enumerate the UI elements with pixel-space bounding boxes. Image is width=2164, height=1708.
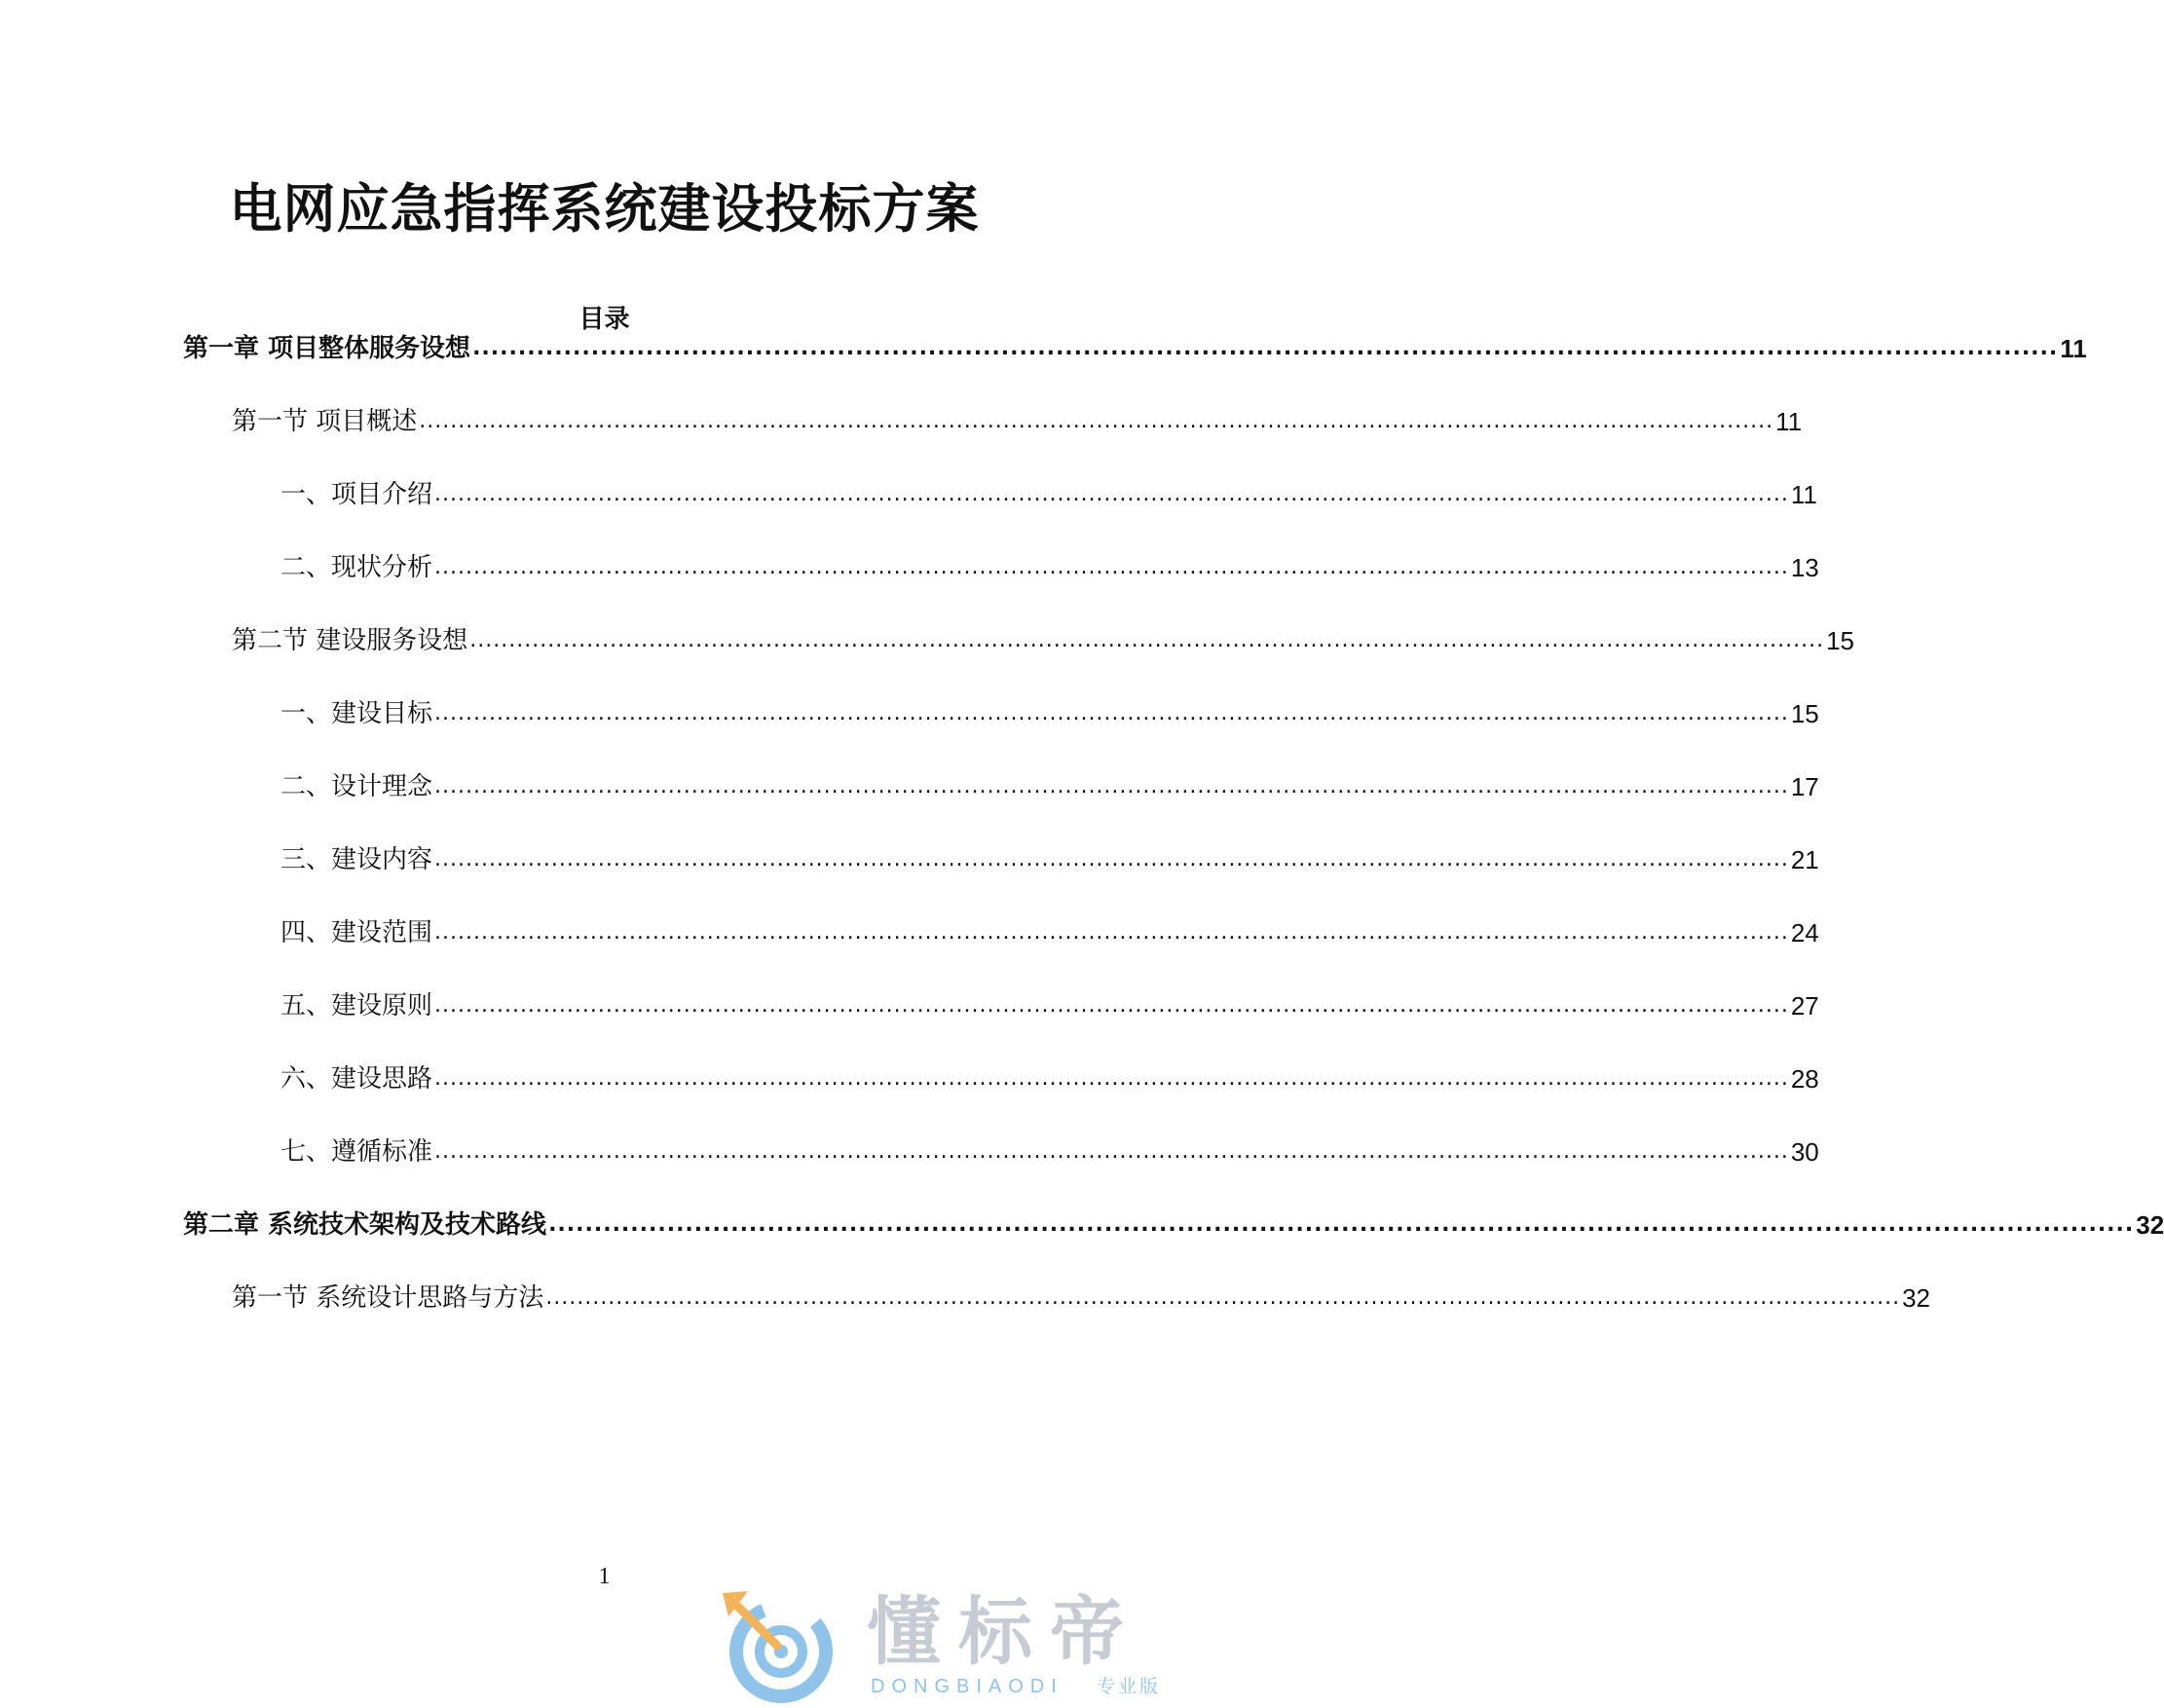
watermark-edition: 专业版 xyxy=(1097,1676,1162,1697)
toc-entry-page: 24 xyxy=(1790,918,1819,947)
toc-entry-label: 二、设计理念 xyxy=(280,772,433,801)
toc-entry-section[interactable] xyxy=(232,1277,1930,1316)
toc-entry-subsection[interactable] xyxy=(280,838,1819,877)
toc-entry-section[interactable] xyxy=(232,400,1803,439)
toc-entry-label: 一、建设目标 xyxy=(280,699,433,728)
toc-entry-label: 第二章 系统技术架构及技术路线 xyxy=(183,1210,547,1240)
toc-entry-chapter-1[interactable] xyxy=(183,327,2087,366)
toc-dot-leader: .............................................................................................................................................................................. xyxy=(548,1212,2135,1237)
toc-entry-page: 32 xyxy=(1902,1283,1930,1313)
toc-dot-leader: .............................................................................................................................................................................. xyxy=(469,628,1825,652)
toc-dot-leader: .............................................................................................................................................................................. xyxy=(434,847,1789,872)
toc-entry-page: 17 xyxy=(1790,772,1819,801)
toc-entry-page: 15 xyxy=(1826,626,1854,655)
toc-entry-label: 四、建设范围 xyxy=(280,918,433,947)
toc-entry-page: 13 xyxy=(1790,553,1819,582)
toc-entry-subsection[interactable] xyxy=(280,984,1819,1023)
toc-entry-label: 一、项目介绍 xyxy=(280,480,433,509)
toc-entry-chapter-2[interactable] xyxy=(183,1204,2164,1243)
toc-dot-leader: .............................................................................................................................................................................. xyxy=(434,774,1789,798)
toc-entry-subsection[interactable] xyxy=(280,1131,1819,1170)
toc-entry-page: 15 xyxy=(1790,699,1819,728)
toc-dot-leader: .............................................................................................................................................................................. xyxy=(434,701,1789,725)
target-arrow-icon xyxy=(721,1589,857,1706)
toc-dot-leader: .............................................................................................................................................................................. xyxy=(434,1066,1789,1091)
toc-entry-label: 七、遵循标准 xyxy=(280,1137,433,1167)
toc-entry-page: 11 xyxy=(1775,407,1803,436)
toc-entry-page: 30 xyxy=(1790,1137,1819,1167)
toc-dot-leader: .............................................................................................................................................................................. xyxy=(434,1139,1789,1164)
toc-dot-leader: .............................................................................................................................................................................. xyxy=(545,1285,1901,1310)
toc-entry-subsection[interactable] xyxy=(280,473,1817,512)
watermark-pinyin: DONGBIAODI xyxy=(871,1676,1063,1697)
toc-entry-subsection[interactable] xyxy=(280,1058,1819,1096)
page-number: 1 xyxy=(598,1564,611,1589)
toc-entry-page: 11 xyxy=(1790,480,1817,509)
toc-entry-label: 第一节 项目概述 xyxy=(232,407,418,436)
toc-entry-label: 三、建设内容 xyxy=(280,845,433,874)
toc-entry-page: 11 xyxy=(2060,334,2087,363)
toc-entry-label: 五、建设原则 xyxy=(280,991,433,1021)
toc-entry-page: 21 xyxy=(1790,845,1819,874)
toc-dot-leader: .............................................................................................................................................................................. xyxy=(434,555,1789,579)
toc-entry-label: 第一节 系统设计思路与方法 xyxy=(232,1283,544,1313)
toc-entry-subsection[interactable] xyxy=(280,546,1819,585)
toc-dot-leader: .............................................................................................................................................................................. xyxy=(434,920,1789,945)
toc-entry-subsection[interactable] xyxy=(280,692,1819,731)
toc-dot-leader: .............................................................................................................................................................................. xyxy=(434,482,1789,506)
toc-dot-leader: .............................................................................................................................................................................. xyxy=(419,409,1774,433)
toc-heading: 目录 xyxy=(578,305,630,334)
toc-entry-label: 第二节 建设服务设想 xyxy=(232,626,468,655)
toc-dot-leader: .............................................................................................................................................................................. xyxy=(434,993,1789,1018)
toc-entry-label: 二、现状分析 xyxy=(280,553,433,582)
toc-entry-page: 27 xyxy=(1790,991,1819,1021)
document-title: 电网应急指挥系统建设投标方案 xyxy=(229,178,980,240)
toc-entry-label: 六、建设思路 xyxy=(280,1064,433,1094)
toc-dot-leader: .............................................................................................................................................................................. xyxy=(472,336,2059,360)
toc-entry-subsection[interactable] xyxy=(280,765,1819,804)
toc-entry-label: 第一章 项目整体服务设想 xyxy=(183,334,471,363)
toc-entry-page: 28 xyxy=(1790,1064,1819,1094)
toc-entry-subsection[interactable] xyxy=(280,911,1819,950)
watermark-wordmark: 懂标帝 xyxy=(867,1588,1141,1675)
toc-entry-page: 32 xyxy=(2136,1210,2164,1240)
brand-watermark xyxy=(721,1589,1198,1706)
toc-entry-section[interactable] xyxy=(232,619,1854,658)
